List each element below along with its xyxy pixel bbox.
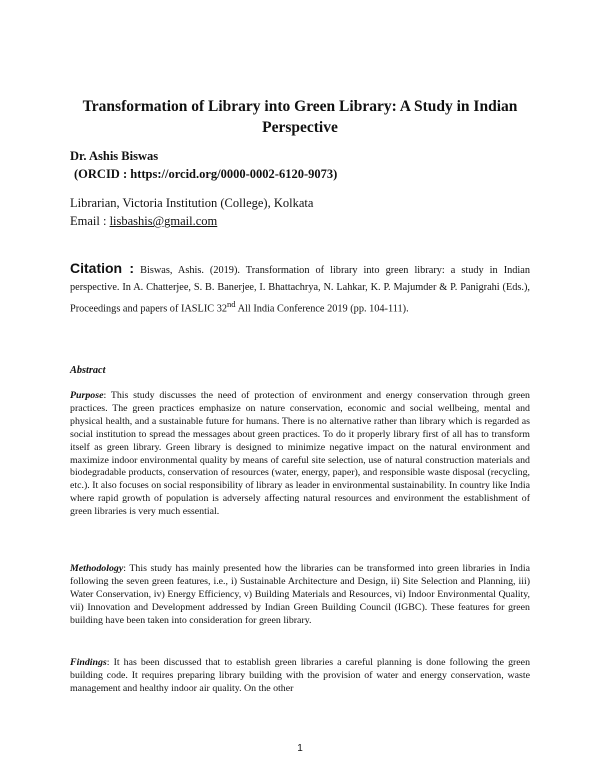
methodology-text: This study has mainly presented how the libraries can be transformed into green libraries in India following the seven green features, i.e., i) Sustainable Architecture and Design, ii) Site Selection and Planning, iii) Water Conservation, iv) Energy Efficiency, v) Building Materials and Resources, vi) Indoor Environmental Quality, vii) Innovation and Development addressed by Indian Green Building Council (IGBC). These features for green building have been taken into consideration for green library. [70,563,530,626]
methodology-sep: : [123,563,130,574]
author-orcid: (ORCID : https://orcid.org/0000-0002-6120-9073) [74,167,338,181]
page-number: 1 [297,743,303,754]
citation-text: Biswas, Ashis. (2019). Transformation of library into green library: a study in Indian perspective. In A. Chatterjee, S. B. Banerjee, I. Bhattachrya, N. Lahkar, K. P. Majumder & P. Panigrahi (Eds.), Proceedings and papers of IASLIC 32 [70,265,531,315]
methodology-paragraph [70,563,530,628]
email-link[interactable]: lisbashis@gmail.com [109,214,218,228]
findings-label: Findings [70,657,107,668]
purpose-label: Purpose [70,390,104,401]
purpose-sep: : [103,390,111,401]
citation-text-end: All India Conference 2019 (pp. 104-111). [235,303,409,315]
citation-label: Citation : [70,260,135,276]
author-affiliation: Librarian, Victoria Institution (College), Kolkata [70,196,314,210]
author-email [70,214,217,229]
paper-title: Transformation of Library into Green Library: A Study in Indian Perspective [82,98,518,136]
findings-sep: : [106,657,114,668]
purpose-text: This study discusses the need of protection of environment and energy conservation through green practices. The green practices emphasize on nature conservation, economic and social wellbeing, mental and physical health, and a sustainable future for humans. There is no alternative rather than library which is regarded as social institution to spread the messages about green practices. To do it properly library first of all has to transform itself as green library. Green library is designed to minimize negative impact on the natural environment and maximize indoor environmental quality by means of careful site selection, use of natural construction materials and biodegradable products, conservation of resources (water, energy, paper), and responsible waste disposal (recycling, etc.). It also focuses on social responsibility of library as leader in environmental sustainability. In country like India where rapid growth of population is adversely affecting natural resources and environment the establishment of green libraries is very much essential. [70,390,530,518]
email-label: Email : [70,214,110,228]
author-name: Dr. Ashis Biswas [70,149,159,163]
findings-text: It has been discussed that to establish green libraries a careful planning is done following the green building code. It requires preparing library building with the provision of water and energy conservation, waste management and healthy indoor air quality. On the other [70,657,531,694]
abstract-heading: Abstract [70,365,106,376]
citation-superscript: nd [227,299,236,309]
findings-paragraph [70,657,530,696]
methodology-label: Methodology [70,563,124,574]
purpose-paragraph [70,390,530,519]
citation-block [70,260,530,317]
